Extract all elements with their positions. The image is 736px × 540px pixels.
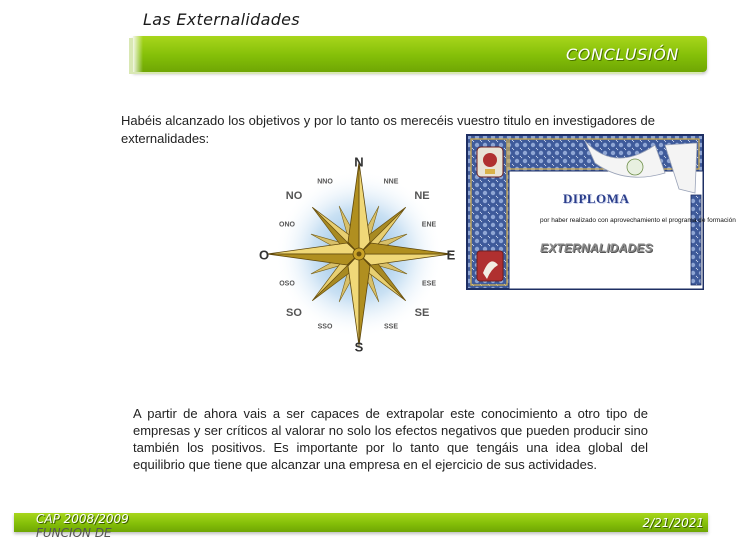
section-header-bar — [133, 36, 707, 72]
compass-label-o: O — [258, 247, 270, 263]
section-heading: CONCLUSIÓN — [566, 45, 679, 64]
presentation-title: Las Externalidades — [143, 10, 300, 29]
diploma-frame-graphic — [465, 133, 736, 293]
footer-course-line: CAP 2008/2009 — [36, 512, 129, 526]
compass-label-nne: NNE — [383, 178, 399, 186]
compass-label-no: NO — [285, 190, 303, 202]
compass-label-nno: NNO — [317, 178, 333, 186]
compass-label-ono: ONO — [279, 221, 295, 229]
diploma-certificate-icon — [465, 133, 736, 293]
compass-rose-icon — [250, 150, 470, 360]
body-paragraph: A partir de ahora vais a ser capaces de extrapolar este conocimiento a otro tipo de empresas y ser críticos al valorar no solo los efectos negativos que pueden producir sino también los positivos. Es importante por lo tanto que tengáis una idea global del equilibrio que tiene que alcanzar una empresa en el ejercicio de sus actividades. — [133, 406, 648, 472]
compass-label-ne: NE — [414, 190, 430, 202]
compass-label-sse: SSE — [383, 323, 399, 331]
compass-label-s: S — [354, 339, 364, 355]
compass-label-n: N — [354, 154, 364, 170]
intro-paragraph: Habéis alcanzado los objetivos y por lo tanto os merecéis vuestro titulo en investigadores de externalidades: — [121, 113, 655, 146]
footer-date: 2/21/2021 — [642, 516, 704, 530]
compass-label-oso: OSO — [279, 280, 295, 288]
compass-label-so: SO — [286, 307, 302, 319]
diploma-text-line: por haber realizado con aprovechamiento el programa de formación — [540, 217, 736, 224]
footer-course-subline: FUNCION DE — [36, 526, 112, 540]
compass-label-se: SE — [414, 307, 430, 319]
compass-label-sso: SSO — [317, 323, 333, 331]
compass-label-ene: ENE — [421, 221, 437, 229]
compass-label-ese: ESE — [421, 280, 437, 288]
footer-course-info — [36, 512, 129, 540]
compass-label-e: E — [446, 247, 456, 263]
diploma-subject: EXTERNALIDADES — [540, 241, 653, 255]
header-bar-shade — [133, 36, 143, 72]
diploma-title: DIPLOMA — [563, 191, 630, 206]
compass-rose-graphic — [250, 150, 470, 360]
